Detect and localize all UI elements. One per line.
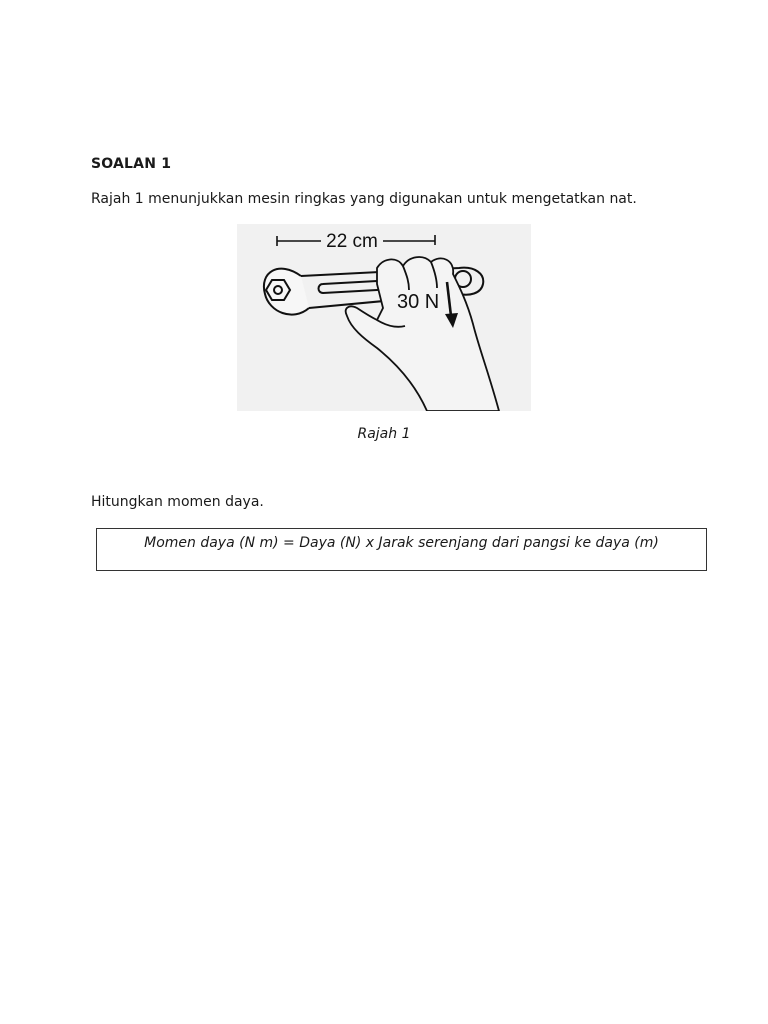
figure-caption: Rajah 1 (357, 426, 411, 442)
distance-label: 22 cm (326, 231, 378, 252)
question-heading: SOALAN 1 (91, 156, 172, 172)
wrench-illustration (237, 224, 531, 411)
hand-illustration (346, 257, 499, 411)
force-label: 30 N (397, 291, 440, 313)
formula-text: Momen daya (N m) = Daya (N) x Jarak serenjang dari pangsi ke daya (m) (144, 535, 659, 551)
wrench-figure (237, 224, 531, 411)
formula-box (96, 528, 707, 571)
question-intro: Rajah 1 menunjukkan mesin ringkas yang digunakan untuk mengetatkan nat. (91, 191, 637, 207)
question-prompt: Hitungkan momen daya. (91, 494, 264, 510)
